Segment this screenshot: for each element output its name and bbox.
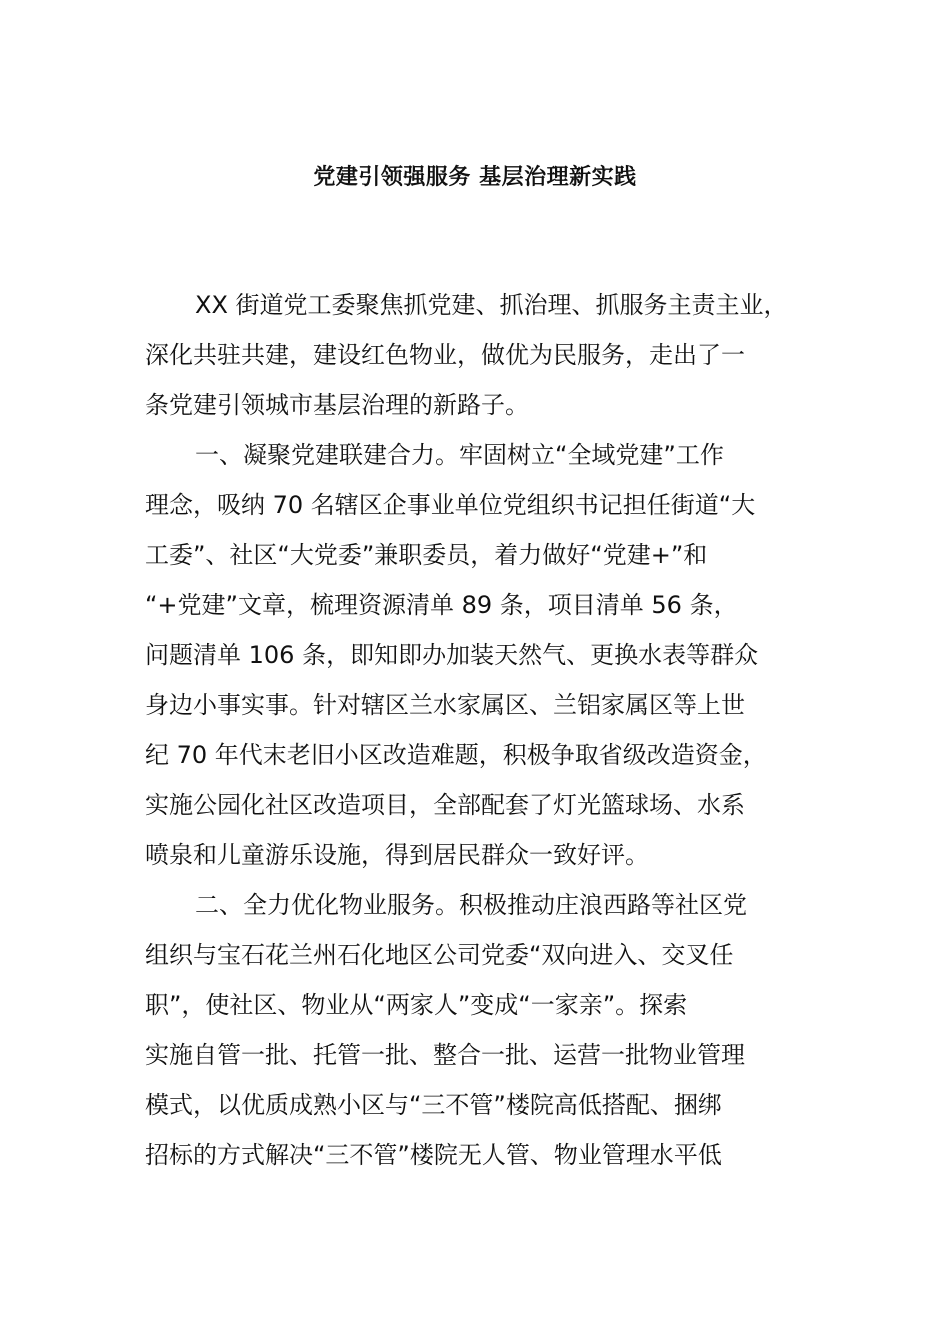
text-line: 工委”、社区“大党委”兼职委员，着力做好“党建+”和 xyxy=(145,541,708,569)
document-body xyxy=(145,280,815,1180)
text-line: 组织与宝石花兰州石化地区公司党委“双向进入、交叉任 xyxy=(145,941,734,969)
text-line: 喷泉和儿童游乐设施，得到居民群众一致好评。 xyxy=(145,841,649,869)
document-title: 党建引领强服务 基层治理新实践 xyxy=(313,165,637,190)
paragraph-intro xyxy=(145,280,815,430)
text-line: XX 街道党工委聚焦抓党建、抓治理、抓服务主责主业， xyxy=(195,291,788,319)
text-line: 理念，吸纳 70 名辖区企事业单位党组织书记担任街道“大 xyxy=(145,491,756,519)
paragraph-section-2 xyxy=(145,880,815,1180)
text-line: 问题清单 106 条，即知即办加装天然气、更换水表等群众 xyxy=(145,641,759,669)
text-line: 职”，使社区、物业从“两家人”变成“一家亲”。探索 xyxy=(145,991,688,1019)
text-line: “+党建”文章，梳理资源清单 89 条，项目清单 56 条， xyxy=(145,591,738,619)
text-line: 二、全力优化物业服务。积极推动庄浪西路等社区党 xyxy=(195,891,747,919)
text-line: 招标的方式解决“三不管”楼院无人管、物业管理水平低 xyxy=(145,1141,722,1169)
text-line: 身边小事实事。针对辖区兰水家属区、兰铝家属区等上世 xyxy=(145,691,745,719)
paragraph-section-1 xyxy=(145,430,815,880)
text-line: 深化共驻共建，建设红色物业，做优为民服务，走出了一 xyxy=(145,341,745,369)
text-line: 条党建引领城市基层治理的新路子。 xyxy=(145,391,529,419)
text-line: 模式，以优质成熟小区与“三不管”楼院高低搭配、捆绑 xyxy=(145,1091,722,1119)
text-line: 实施自管一批、托管一批、整合一批、运营一批物业管理 xyxy=(145,1041,745,1069)
text-line: 一、凝聚党建联建合力。牢固树立“全域党建”工作 xyxy=(195,441,724,469)
text-line: 实施公园化社区改造项目，全部配套了灯光篮球场、水系 xyxy=(145,791,745,819)
text-line: 纪 70 年代末老旧小区改造难题，积极争取省级改造资金， xyxy=(145,741,767,769)
